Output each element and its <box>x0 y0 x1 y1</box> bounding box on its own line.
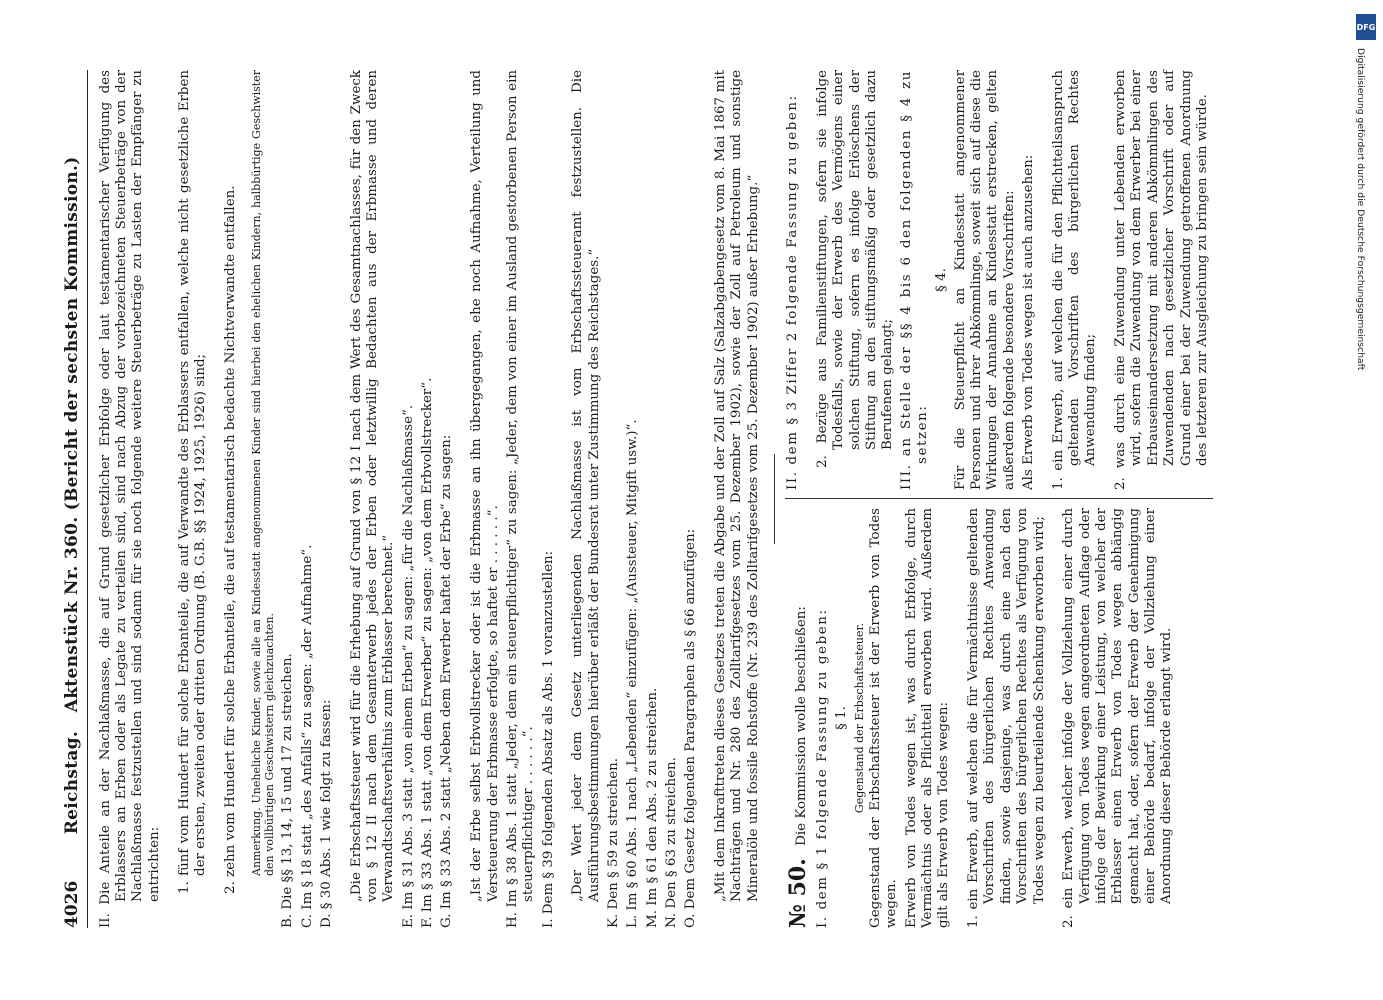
paragraph-1-subtitle: Gegenstand der Erbschaftssteuer. <box>852 622 866 814</box>
item-N: N. Den § 63 zu streichen. <box>664 757 679 928</box>
item-L: L. Im § 60 Abs. 1 nach „Lebenden“ einzufügen: „(Aussteuer, Mitgift usw.)“. <box>625 419 641 928</box>
item-G: G. Im § 33 Abs. 2 statt „Neben dem Erwerber haftet der Erbe“ zu sagen: <box>439 434 455 928</box>
item-H: H. Im § 38 Abs. 1 statt „Jeder, dem ein steuerpflichtiger“ zu sagen: „Jeder, dem von einer im Ausland gestorbenen Person ein steuerpflichtiger . . . . . .“. <box>504 70 537 928</box>
item-B: B. Die §§ 13, 14, 15 und 17 zu streichen. <box>280 653 296 928</box>
column-divider <box>785 499 1213 500</box>
motion-intro: Die Kommission wolle beschließen: <box>794 606 810 846</box>
item-D: D. § 30 Abs. 1 wie folgt zu fassen: <box>318 699 334 928</box>
paragraph-1-text-2: Erwerb von Todes wegen ist, was durch Erbfolge, durch Vermächtnis oder als Pflichtteil erworben wird. Außerdem gilt als Erwerb von Todes wegen: <box>903 508 952 928</box>
motion-III: III. an Stelle der §§ 4 bis 6 den folgenden § 4 zu setzen: <box>898 70 930 490</box>
digitization-margin <box>1352 8 1380 992</box>
item-I-quote: „Der Wert jeder dem Gesetz unterliegenden Nachlaßmasse ist vom Erbschaftssteueramt festzustellen. Die Ausführungsbestimmungen hierüber erläßt der Bundesrat unter Zustimmung des Reichstages.“ <box>570 70 602 902</box>
header-title: Aktenstück Nr. 360. (Bericht der sechsten Kommission.) <box>62 156 82 713</box>
dfg-logo: DFG <box>1356 14 1376 40</box>
motion-II: II. dem § 3 Ziffer 2 folgende Fassung zu geben: <box>785 94 801 490</box>
upper-text-block <box>98 70 762 928</box>
paragraph-1-text-1: Gegenstand der Erbschaftssteuer ist der Erwerb von Todes wegen. <box>868 508 900 928</box>
paragraph-1-item-2: 2. ein Erwerb, welcher infolge der Vollziehung einer durch Verfügung von Todes wegen angeordneten Auflage oder infolge der Bewirkung einer Leistung, von welcher der Erblasser einen Erwerb von Todes wegen abhängig gemacht hat, oder, sofern der Erwerb der Genehmigung einer Behörde bedarf, infolge der Vollziehung einer Anordnung dieser Behörde erlangt wird. <box>1061 508 1175 928</box>
item-I: I. Dem § 39 folgenden Absatz als Abs. 1 voranzustellen: <box>540 550 556 928</box>
section-II-2: 2. zehn vom Hundert für solche Erbanteile, die auf testamentarisch bedachte Nichtverwandte entfallen. <box>222 185 238 894</box>
page-title <box>62 110 83 881</box>
item-F: F. Im § 33 Abs. 1 statt „von dem Erwerber“ zu sagen: „von dem Erbvollstrecker“. <box>420 377 436 928</box>
paragraph-4-heading: § 4. <box>934 268 950 292</box>
right-column <box>785 70 1213 490</box>
motion-II-item-2: 2. Bezüge aus Familienstiftungen, sofern sie infolge Todesfalls, sowie der Erwerb des Vermögens einer solchen Stiftung, sofern es infolge Erlöschens der Stiftung an den stiftungsmäßig oder gesetzlich dazu Berufenen gelangt; <box>814 70 896 468</box>
item-D-quote: „Die Erbschaftssteuer wird für die Erhebung auf Grund von § 12 I nach dem Wert des Gesamtnachlasses, für den Zweck von § 12 II nach dem Gesamterwerb jedes der Erben oder letztwillig Bedachten aus der Erbmasse und deren Verwandtschaftsverhältnis zum Erblasser berechnet.“ <box>348 70 397 902</box>
motion-I: I. dem § 1 folgende Fassung zu geben: <box>814 608 830 928</box>
item-K: K. Den § 59 zu streichen. <box>605 757 621 928</box>
paragraph-4-text-2: Als Erwerb von Todes wegen ist auch anzusehen: <box>1020 154 1036 490</box>
page-number: 4026 <box>62 880 82 928</box>
section-II-1: 1. fünf vom Hundert für solche Erbanteile, die auf Verwandte des Erblassers entfallen, welche nicht gesetzliche Erben der ersten, zweiten oder dritten Ordnung (B. G.B. §§ 1924, 1925, 1926) sind; <box>176 70 208 894</box>
item-G-quote: „Ist der Erbe selbst Erbvollstrecker oder ist die Erbmasse an ihn übergegangen, ehe noch Aufnahme, Verteilung und Versteuerung der Erbmasse erfolgte, so haftet er . . . . . .“. <box>469 70 501 902</box>
paragraph-4-item-2: 2. was durch eine Zuwendung unter Lebenden erworben wird, sofern die Zuwendung von dem Erwerber bei einer Erbauseinandersetzung mit anderen Abkömmlingen des Zuwendenden nach gesetzlicher Vorschrift oder auf Grund einer bei der Zuwendung getroffenen Anordnung des letzteren zur Ausgleichung zu bringen sein würde. <box>1113 70 1210 490</box>
motion-number: № 50. <box>785 858 812 928</box>
two-columns <box>785 70 1213 928</box>
motion-heading <box>785 508 812 928</box>
header-left: Reichstag. <box>62 730 82 835</box>
item-E: E. Im § 31 Abs. 3 statt „von einem Erben“ zu sagen: „für die Nachlaßmasse“. <box>400 404 416 928</box>
paragraph-4-item-1: 1. ein Erwerb, auf welchen die für den Pflichtteilsanspruch geltenden Vorschriften des bürgerlichen Rechtes Anwendung finden; <box>1050 70 1099 490</box>
paragraph-1-heading: § 1. <box>834 706 850 730</box>
item-O: O. Dem Gesetz folgenden Paragraphen als § 66 anzufügen: <box>683 528 699 928</box>
item-O-quote: „Mit dem Inkrafttreten dieses Gesetzes treten die Abgabe und der Zoll auf Salz (Salzabgabengesetz vom 8. Mai 1867 mit Nachträgen und Nr. 280 des Zolltarifgesetzes vom 25. Dezember 1902), sowie der Zoll auf Petroleum und sonstige Mineralöle und fossile Rohstoffe (Nr. 239 des Zolltarifgesetzes vom 25. Dezember 1902) außer Erhebung.“ <box>713 70 761 902</box>
paragraph-4-text-1: Für die Steuerpflicht an Kindesstatt angenommener Personen und ihrer Abkömmlinge, soweit sich auf diese die Wirkungen der Annahme an Kindesstatt erstrecken, gelten außerdem folgende besondere Vorschriften: <box>952 70 1017 490</box>
item-M: M. Im § 61 den Abs. 2 zu streichen. <box>644 687 660 928</box>
digitization-note: Digitalisierung gefördert durch die Deutsche Forschungsgemeinschaft <box>1355 48 1366 371</box>
paragraph-1-item-1: 1. ein Erwerb, auf welchen die für Vermächtnisse geltenden Vorschriften des bürgerlichen Rechtes Anwendung finden, sowie dasjenige, was durch eine nach den Vorschriften des bürgerlichen Rechtes als Verfügung von Todes wegen zu beurteilende Schenkung erworben wird; <box>966 508 1047 928</box>
note-anmerkung: Anmerkung. Uneheliche Kinder, sowie alle an Kindesstatt angenommenen Kinder sind hierbei den ehelichen Kindern, halbbürtige Geschwister den vollbürtigen Geschwistern gleichzuachten. <box>249 70 277 876</box>
item-C: C. Im § 18 statt „des Anfalls“ zu sagen: „der Aufnahme“. <box>299 544 315 928</box>
section-divider <box>774 454 775 544</box>
section-II: II. Die Anteile an der Nachlaßmasse, die auf Grund gesetzlicher Erbfolge oder laut testamentarischer Verfügung des Erblassers an Erben oder als Legate zu verteilen sind, sind nach Abzug der vorbezeichneten Steuerbeträge von der Nachlaßmasse festzustellen und sind sodann für sie noch folgende weitere Steuerbeträge zu Lasten der Empfänger zu entrichten: <box>97 70 162 928</box>
left-column <box>785 508 1213 928</box>
running-head <box>62 70 88 928</box>
